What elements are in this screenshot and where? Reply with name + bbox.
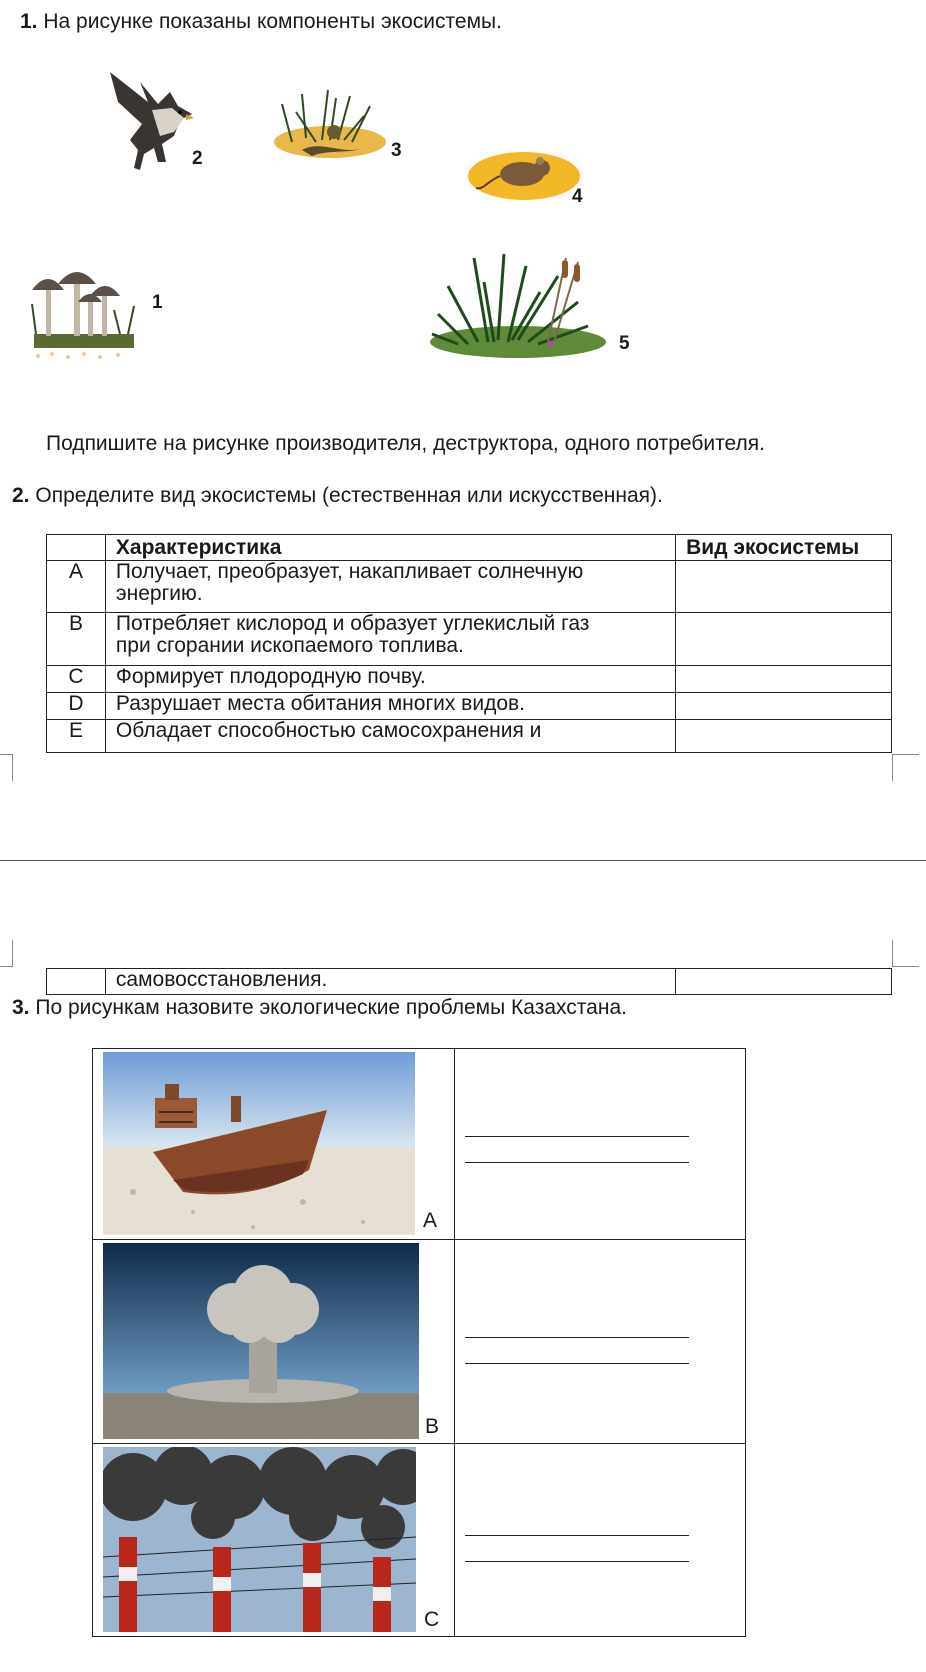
page-corner-mark <box>0 754 13 781</box>
question-1-title: 1. На рисунке показаны компоненты экосистемы. <box>20 10 502 33</box>
answer-cell[interactable] <box>676 666 892 693</box>
row-characteristic: самовосстановления. <box>105 969 675 995</box>
answer-line <box>465 1136 689 1137</box>
answer-cell[interactable] <box>455 1240 746 1444</box>
row-characteristic: Получает, преобразует, накапливает солнечную энергию. <box>105 561 675 613</box>
page-corner-mark <box>892 754 919 781</box>
question-1-instruction: Подпишите на рисунке производителя, деструктора, одного потребителя. <box>46 432 765 455</box>
row-characteristic: Обладает способностью самосохранения и <box>105 720 675 753</box>
snake-icon <box>272 86 387 168</box>
photo-cell <box>93 1049 455 1240</box>
answer-cell[interactable] <box>676 561 892 613</box>
row-letter: B <box>47 613 106 666</box>
question-2-text: Определите вид экосистемы (естественная или искусственная). <box>35 484 663 507</box>
table-row <box>93 1049 746 1240</box>
header-ecosystem-type: Вид экосистемы <box>676 535 892 561</box>
photo-label-c: C <box>424 1608 440 1631</box>
figure-label-1: 1 <box>152 292 163 313</box>
answer-cell[interactable] <box>676 969 892 995</box>
answer-line <box>465 1535 689 1536</box>
question-3-title: 3. По рисункам назовите экологические проблемы Казахстана. <box>12 996 627 1019</box>
answer-line <box>465 1162 689 1163</box>
nuclear-explosion-icon <box>103 1243 419 1439</box>
figure-label-3: 3 <box>391 140 402 161</box>
row-letter: A <box>47 561 106 613</box>
row-letter: C <box>47 666 106 693</box>
table-row <box>47 969 892 995</box>
answer-cell[interactable] <box>676 693 892 720</box>
answer-line <box>465 1337 689 1338</box>
photo-label-a: A <box>423 1209 438 1232</box>
page-corner-mark <box>892 940 919 967</box>
table-row <box>93 1240 746 1444</box>
table-row <box>93 1444 746 1637</box>
table-header-row <box>47 535 892 561</box>
page-corner-mark <box>0 940 13 967</box>
stranded-ship-icon <box>103 1052 415 1235</box>
mushroom-icon <box>28 262 140 362</box>
photo-cell <box>93 1240 455 1444</box>
ecosystem-table-continuation <box>46 968 892 995</box>
photos-table <box>92 1048 746 1637</box>
row-characteristic: Разрушает места обитания многих видов. <box>105 693 675 720</box>
table-row <box>47 693 892 720</box>
page-break-line <box>0 860 926 861</box>
row-characteristic: Формирует плодородную почву. <box>105 666 675 693</box>
grass-icon <box>428 252 608 360</box>
figure-label-2: 2 <box>192 148 203 169</box>
question-3-text: По рисункам назовите экологические проблемы Казахстана. <box>35 996 627 1019</box>
photo-label-b: B <box>425 1415 440 1438</box>
answer-cell[interactable] <box>676 613 892 666</box>
answer-line <box>465 1561 689 1562</box>
row-letter: E <box>47 720 106 753</box>
ecosystem-table <box>46 534 892 753</box>
row-letter <box>47 969 106 995</box>
row-letter: D <box>47 693 106 720</box>
photo-cell <box>93 1444 455 1637</box>
header-characteristic: Характеристика <box>105 535 675 561</box>
eagle-icon <box>100 62 200 182</box>
mouse-icon <box>466 146 582 206</box>
table-row <box>47 561 892 613</box>
question-2-title: 2. Определите вид экосистемы (естественная или искусственная). <box>12 484 663 507</box>
answer-cell[interactable] <box>455 1444 746 1637</box>
question-1-text: На рисунке показаны компоненты экосистемы. <box>43 10 502 33</box>
table-row <box>47 720 892 753</box>
header-empty <box>47 535 106 561</box>
figure-label-5: 5 <box>619 333 630 354</box>
answer-line <box>465 1363 689 1364</box>
row-characteristic: Потребляет кислород и образует углекислый газ при сгорании ископаемого топлива. <box>105 613 675 666</box>
figure-label-4: 4 <box>572 186 583 207</box>
table-row <box>47 666 892 693</box>
smokestacks-icon <box>103 1447 416 1632</box>
table-row <box>47 613 892 666</box>
answer-cell[interactable] <box>676 720 892 753</box>
answer-cell[interactable] <box>455 1049 746 1240</box>
